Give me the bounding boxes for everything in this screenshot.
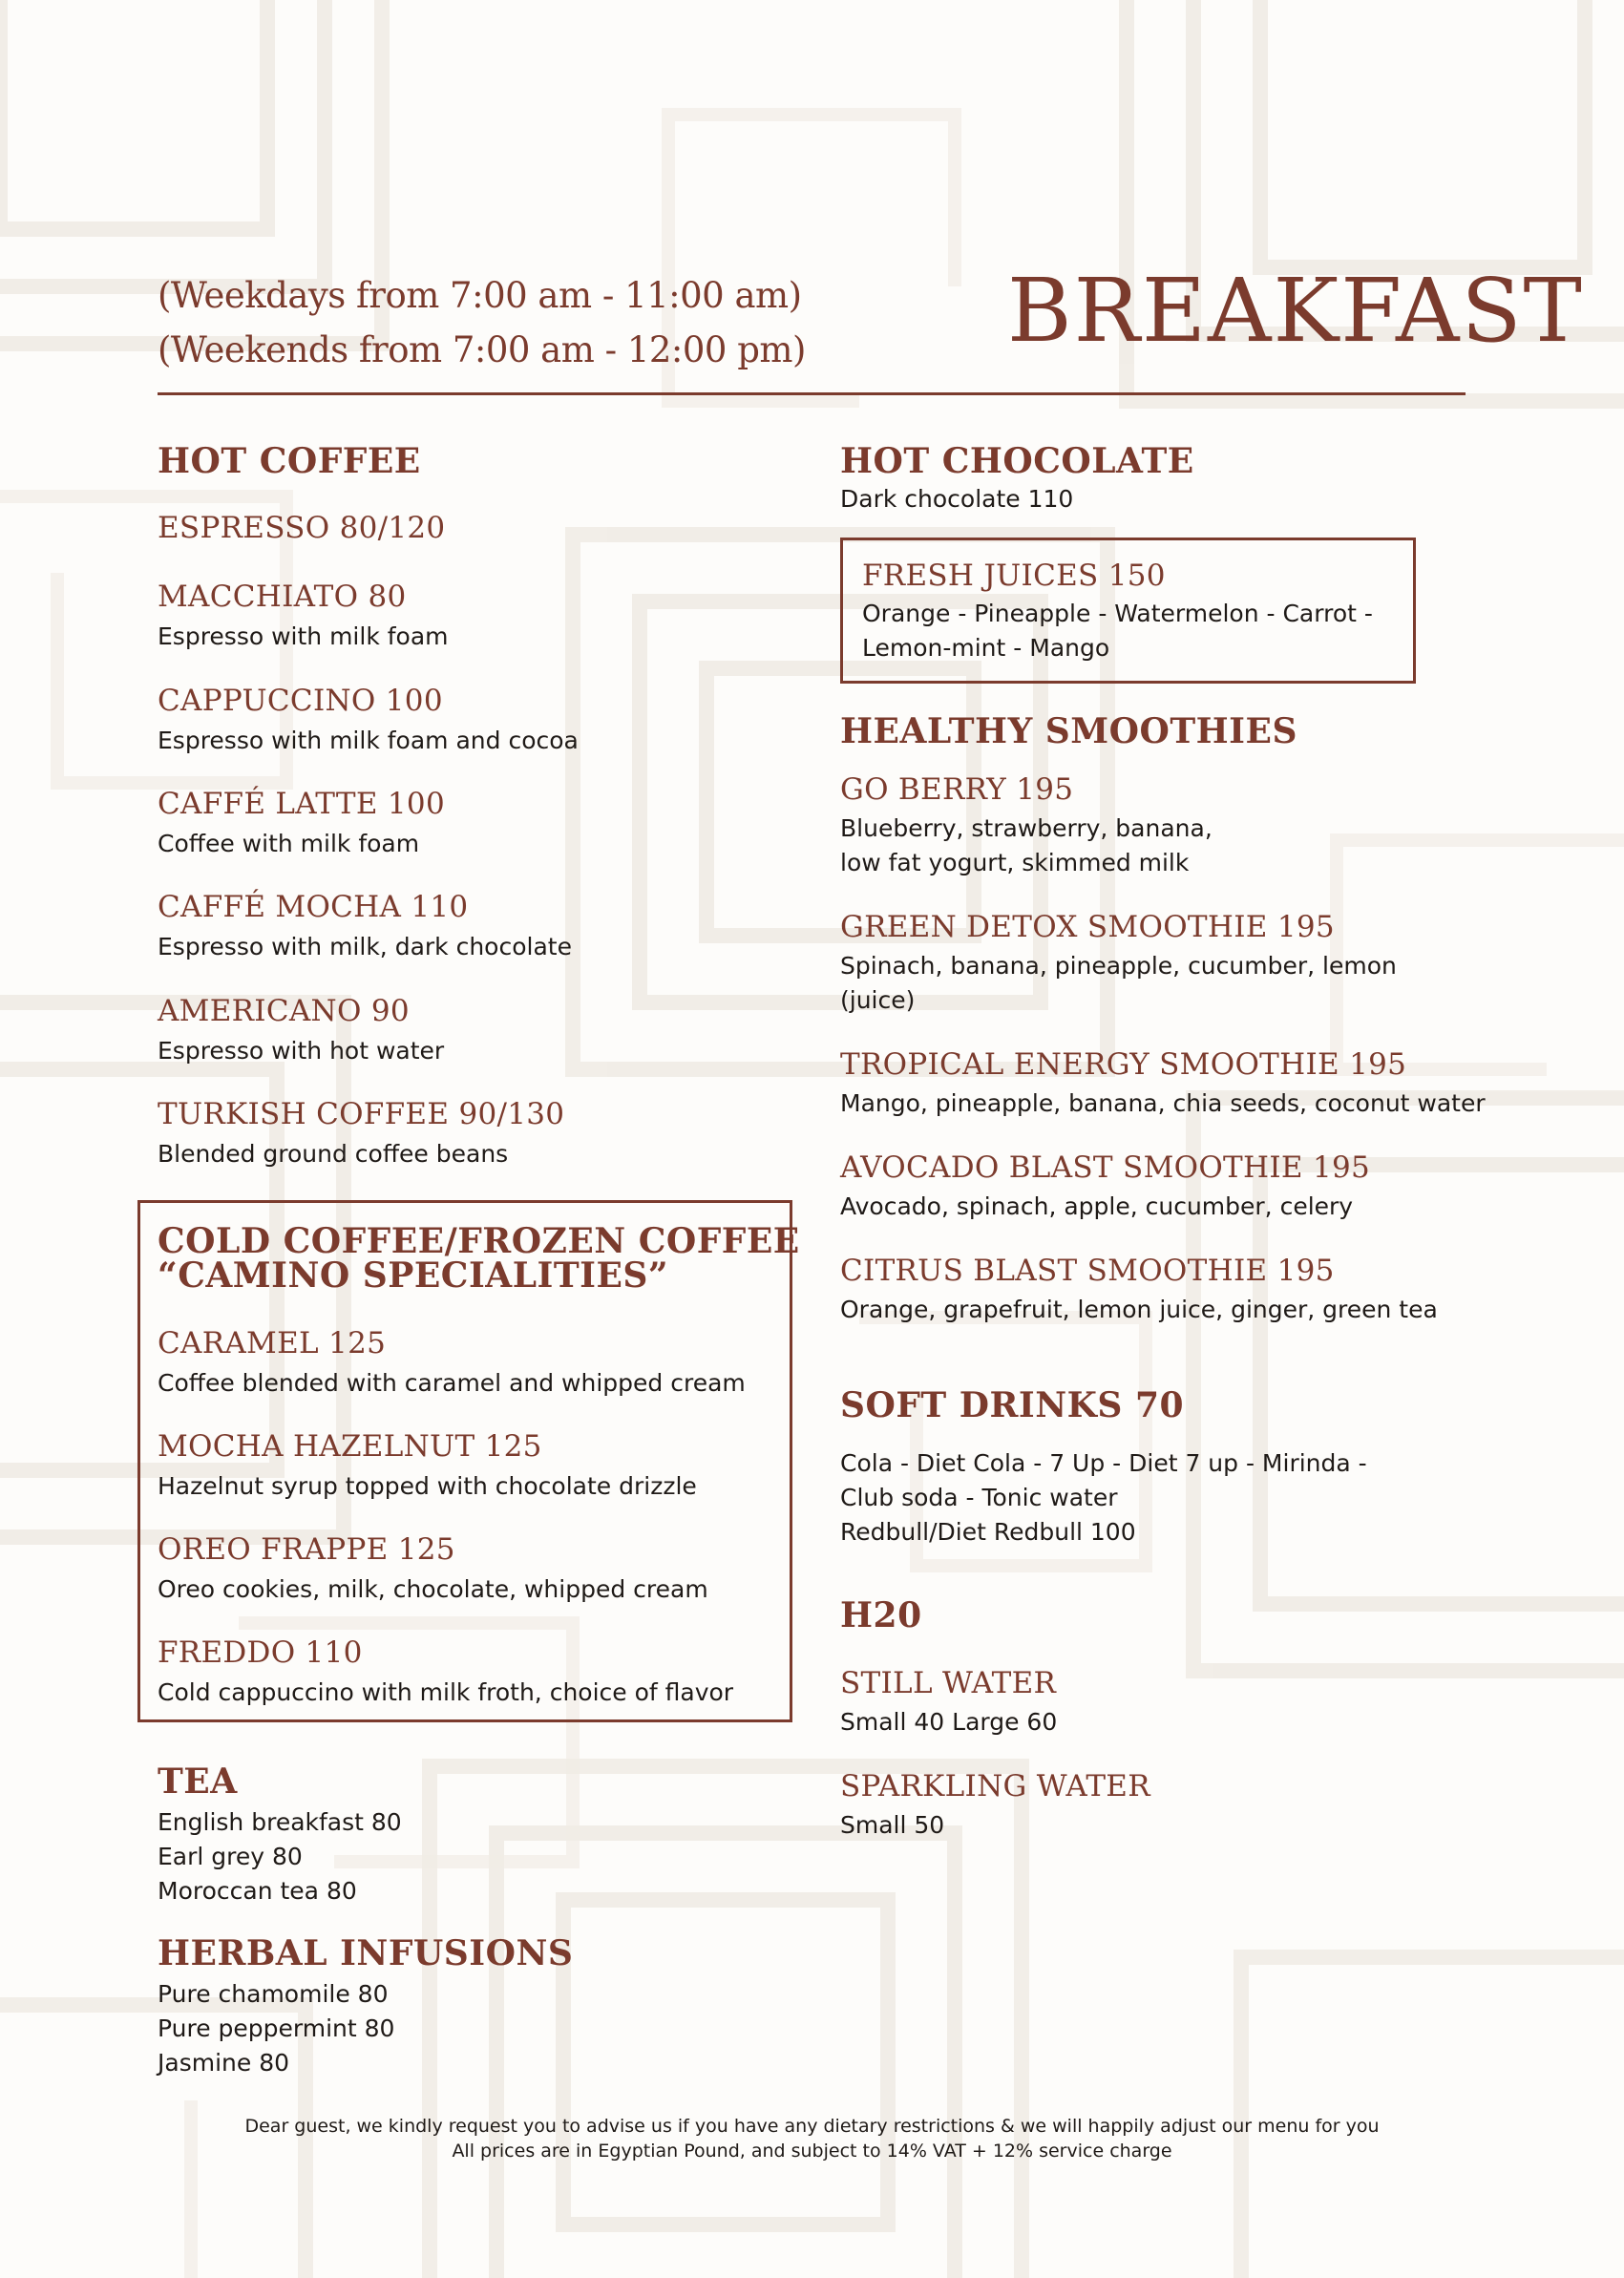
menu-item-macchiato-desc: Espresso with milk foam bbox=[158, 622, 449, 650]
footer-price-note: All prices are in Egyptian Pound, and subject to 14% VAT + 12% service charge bbox=[452, 2141, 1172, 2162]
hours-weekdays: (Weekdays from 7:00 am - 11:00 am) bbox=[158, 275, 802, 316]
menu-item-caffe-mocha: CAFFÉ MOCHA 110 bbox=[158, 890, 469, 924]
menu-item-mocha-hazelnut-desc: Hazelnut syrup topped with chocolate drizzle bbox=[158, 1472, 697, 1500]
tea-line-2: Earl grey 80 bbox=[158, 1843, 303, 1870]
menu-item-avocado-blast-desc: Avocado, spinach, apple, cucumber, celery bbox=[840, 1192, 1354, 1220]
menu-item-caffe-latte: CAFFÉ LATTE 100 bbox=[158, 787, 445, 821]
menu-item-green-detox-desc-2: (juice) bbox=[840, 986, 916, 1014]
menu-item-go-berry: GO BERRY 195 bbox=[840, 772, 1074, 807]
menu-item-green-detox-desc-1: Spinach, banana, pineapple, cucumber, lemon bbox=[840, 952, 1397, 980]
header-divider bbox=[158, 392, 1466, 395]
menu-item-tropical-energy-desc: Mango, pineapple, banana, chia seeds, coconut water bbox=[840, 1089, 1486, 1117]
menu-item-green-detox: GREEN DETOX SMOOTHIE 195 bbox=[840, 910, 1335, 944]
menu-item-americano-desc: Espresso with hot water bbox=[158, 1037, 445, 1065]
hot-chocolate-desc: Dark chocolate 110 bbox=[840, 485, 1074, 513]
menu-item-avocado-blast: AVOCADO BLAST SMOOTHIE 195 bbox=[840, 1150, 1371, 1185]
section-subtitle-camino-specialities: “CAMINO SPECIALITIES” bbox=[158, 1255, 669, 1296]
menu-item-espresso: ESPRESSO 80/120 bbox=[158, 511, 446, 545]
herbal-line-3: Jasmine 80 bbox=[158, 2049, 290, 2077]
soft-drinks-line-1: Cola - Diet Cola - 7 Up - Diet 7 up - Mirinda - bbox=[840, 1449, 1367, 1477]
footer-dietary-note: Dear guest, we kindly request you to advise us if you have any dietary restrictions & we will happily adjust our menu for you bbox=[244, 2116, 1380, 2137]
fresh-juices-line-1: Orange - Pineapple - Watermelon - Carrot - bbox=[862, 600, 1373, 627]
section-title-healthy-smoothies: HEALTHY SMOOTHIES bbox=[840, 711, 1297, 751]
fresh-juices-line-2: Lemon-mint - Mango bbox=[862, 634, 1110, 662]
menu-item-still-water-desc: Small 40 Large 60 bbox=[840, 1708, 1058, 1736]
menu-item-freddo: FREDDO 110 bbox=[158, 1635, 363, 1670]
menu-item-cappuccino-desc: Espresso with milk foam and cocoa bbox=[158, 727, 579, 754]
menu-item-caffe-mocha-desc: Espresso with milk, dark chocolate bbox=[158, 933, 572, 960]
menu-item-fresh-juices: FRESH JUICES 150 bbox=[862, 559, 1166, 593]
menu-item-tropical-energy: TROPICAL ENERGY SMOOTHIE 195 bbox=[840, 1047, 1407, 1082]
menu-item-americano: AMERICANO 90 bbox=[158, 994, 410, 1028]
menu-item-caramel: CARAMEL 125 bbox=[158, 1326, 387, 1360]
soft-drinks-line-2: Club soda - Tonic water bbox=[840, 1484, 1118, 1511]
herbal-line-1: Pure chamomile 80 bbox=[158, 1980, 389, 2008]
tea-line-1: English breakfast 80 bbox=[158, 1808, 402, 1836]
section-title-cold-coffee: COLD COFFEE/FROZEN COFFEE bbox=[158, 1221, 800, 1261]
menu-item-still-water: STILL WATER bbox=[840, 1666, 1057, 1700]
menu-item-go-berry-desc-2: low fat yogurt, skimmed milk bbox=[840, 849, 1190, 876]
menu-item-freddo-desc: Cold cappuccino with milk froth, choice of flavor bbox=[158, 1678, 734, 1706]
menu-item-turkish-coffee-desc: Blended ground coffee beans bbox=[158, 1140, 509, 1168]
section-title-soft-drinks: SOFT DRINKS 70 bbox=[840, 1385, 1185, 1425]
tea-line-3: Moroccan tea 80 bbox=[158, 1877, 357, 1905]
menu-item-citrus-blast: CITRUS BLAST SMOOTHIE 195 bbox=[840, 1254, 1335, 1288]
section-title-tea: TEA bbox=[158, 1761, 238, 1802]
section-title-h2o: H20 bbox=[840, 1595, 922, 1635]
section-title-herbal-infusions: HERBAL INFUSIONS bbox=[158, 1933, 574, 1973]
menu-item-turkish-coffee: TURKISH COFFEE 90/130 bbox=[158, 1097, 565, 1131]
hours-weekends: (Weekends from 7:00 am - 12:00 pm) bbox=[158, 329, 806, 370]
menu-item-caffe-latte-desc: Coffee with milk foam bbox=[158, 830, 420, 857]
menu-item-oreo-frappe-desc: Oreo cookies, milk, chocolate, whipped cream bbox=[158, 1575, 708, 1603]
menu-item-sparkling-water: SPARKLING WATER bbox=[840, 1769, 1150, 1803]
menu-item-sparkling-water-desc: Small 50 bbox=[840, 1811, 945, 1839]
section-title-hot-chocolate: HOT CHOCOLATE bbox=[840, 441, 1194, 481]
section-title-hot-coffee: HOT COFFEE bbox=[158, 441, 421, 481]
menu-item-go-berry-desc-1: Blueberry, strawberry, banana, bbox=[840, 814, 1213, 842]
herbal-line-2: Pure peppermint 80 bbox=[158, 2014, 395, 2042]
soft-drinks-line-3: Redbull/Diet Redbull 100 bbox=[840, 1518, 1136, 1546]
menu-item-oreo-frappe: OREO FRAPPE 125 bbox=[158, 1532, 455, 1567]
menu-item-mocha-hazelnut: MOCHA HAZELNUT 125 bbox=[158, 1429, 542, 1464]
menu-item-citrus-blast-desc: Orange, grapefruit, lemon juice, ginger, green tea bbox=[840, 1296, 1438, 1323]
menu-item-cappuccino: CAPPUCCINO 100 bbox=[158, 684, 443, 718]
page-title: BREAKFAST bbox=[1007, 260, 1584, 362]
menu-item-macchiato: MACCHIATO 80 bbox=[158, 580, 407, 614]
menu-item-caramel-desc: Coffee blended with caramel and whipped cream bbox=[158, 1369, 746, 1397]
